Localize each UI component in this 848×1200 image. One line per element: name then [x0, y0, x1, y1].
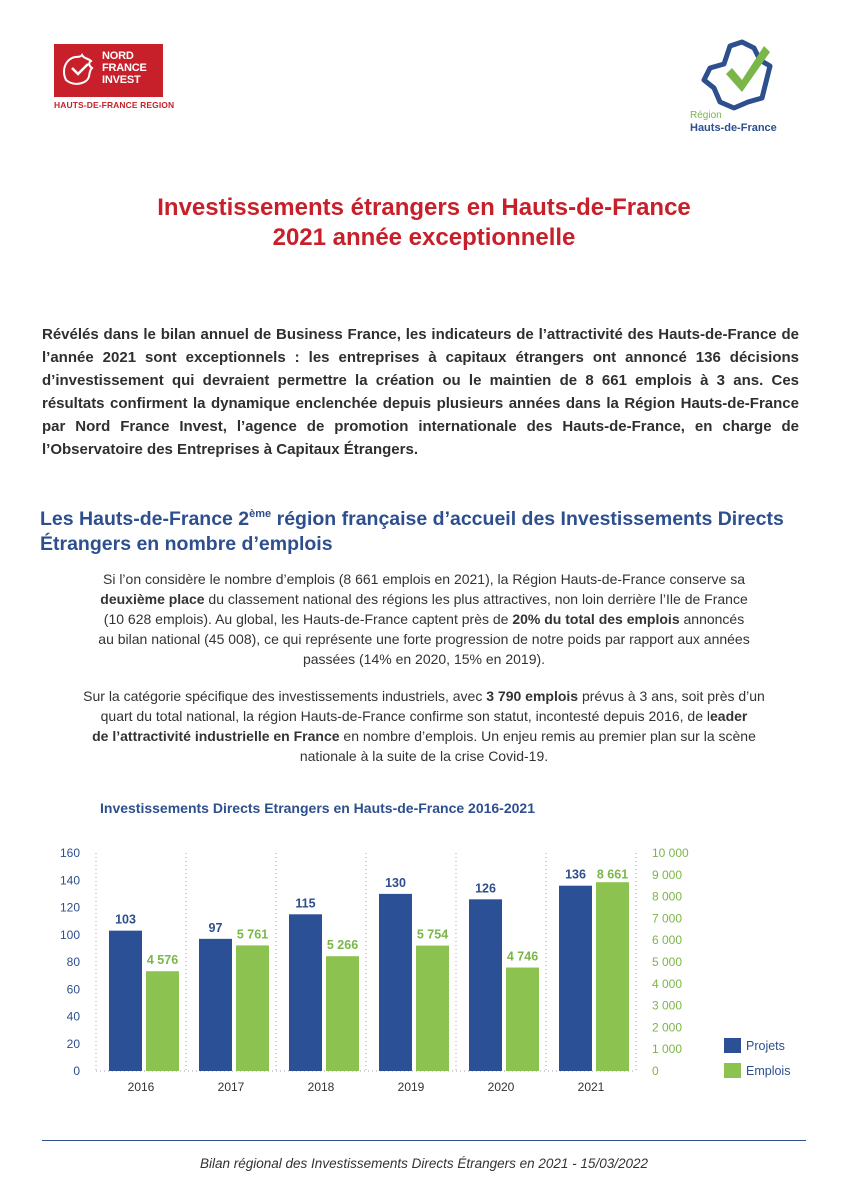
bar-projets	[559, 886, 592, 1071]
data-label-emplois: 5 754	[416, 927, 449, 942]
data-label-projets: 126	[475, 881, 496, 896]
section-heading: Les Hauts-de-France 2ème région française d’accueil des Investissements Directs Étrangers en nombre d’emplois	[40, 508, 784, 555]
data-label-projets: 130	[385, 875, 406, 890]
y-right-tick-label: 2 000	[652, 1020, 683, 1035]
region-logo-text: Région Hauts-de-France	[690, 110, 777, 134]
nfi-logo-text: NORD FRANCE INVEST	[102, 50, 147, 86]
y-right-tick-label: 8 000	[652, 889, 683, 904]
y-left-tick-label: 80	[66, 955, 80, 969]
x-tick-label: 2020	[487, 1080, 515, 1094]
bar-emplois	[146, 971, 179, 1071]
bar-projets	[199, 939, 232, 1071]
x-tick-label: 2018	[307, 1080, 335, 1094]
y-left-tick-label: 120	[59, 900, 80, 915]
bar-projets	[289, 914, 322, 1071]
legend-label-projets: Projets	[746, 1039, 785, 1053]
paragraph-industrial: Sur la catégorie spécifique des investissements industriels, avec 3 790 emplois prévus à 3 ans, soit près d’un quart du total national, la région Hauts-de-France confirme son statut, incontesté depuis 2016, de leader de l’attractivité industrielle en France en nombre d’emplois. Un enjeu remis au premier plan sur la scène nationale à la suite de la crise Covid-19.	[83, 688, 765, 764]
x-tick-label: 2021	[577, 1080, 605, 1094]
nord-france-invest-logo	[54, 44, 163, 97]
y-left-tick-label: 160	[59, 846, 80, 860]
y-left-tick-label: 20	[66, 1036, 80, 1051]
y-left-tick-label: 40	[66, 1009, 80, 1024]
footer-text: Bilan régional des Investissements Directs Étrangers en 2021 - 15/03/2022	[199, 1156, 648, 1171]
x-tick-label: 2016	[127, 1080, 155, 1094]
data-label-emplois: 5 761	[236, 927, 269, 942]
footer-divider	[42, 1140, 806, 1141]
bar-projets	[379, 894, 412, 1071]
y-left-tick-label: 100	[59, 927, 80, 942]
y-left-tick-label: 140	[59, 873, 80, 888]
legend-swatch-emplois	[724, 1063, 741, 1078]
y-right-tick-label: 9 000	[652, 867, 683, 882]
page-title: Investissements étrangers en Hauts-de-France 2021 année exceptionnelle	[157, 194, 691, 251]
y-right-tick-label: 1 000	[652, 1042, 683, 1057]
bar-emplois	[326, 956, 359, 1071]
legend-swatch-projets	[724, 1038, 741, 1053]
y-right-tick-label: 10 000	[652, 846, 689, 860]
data-label-projets: 136	[565, 867, 586, 882]
bar-emplois	[416, 946, 449, 1071]
y-right-tick-label: 4 000	[652, 976, 683, 991]
y-right-tick-label: 6 000	[652, 933, 683, 948]
y-right-tick-label: 5 000	[652, 955, 683, 969]
y-right-tick-label: 7 000	[652, 911, 683, 926]
intro-paragraph: Révélés dans le bilan annuel de Business France, les indicateurs de l’attractivité des Hauts-de-France de l’année 2021 sont exceptionnels : les entreprises à capitaux étrangers ont annoncé 136 décisions d’investissement qui devraient permettre la création ou le maintien de 8 661 emplois à 3 ans. Ces résultats confirment la dynamique enclenchée depuis plusieurs années dans la Région Hauts-de-France par Nord France Invest, l’agence de promotion internationale des Hauts-de-France, en charge de l’Observatoire des Entreprises à Capitaux Étrangers.	[42, 326, 799, 458]
data-label-emplois: 4 746	[506, 949, 539, 964]
nfi-logo-subtitle: HAUTS-DE-FRANCE REGION	[54, 100, 175, 110]
data-label-emplois: 5 266	[326, 938, 359, 953]
bar-projets	[109, 931, 142, 1071]
y-left-tick-label: 0	[73, 1064, 80, 1078]
data-label-projets: 103	[115, 912, 136, 927]
data-label-emplois: 4 576	[146, 953, 179, 968]
x-tick-label: 2019	[397, 1080, 425, 1094]
y-right-tick-label: 3 000	[652, 998, 683, 1013]
chart-title: Investissements Directs Etrangers en Hauts-de-France 2016-2021	[100, 800, 535, 816]
x-tick-label: 2017	[217, 1080, 245, 1094]
bar-projets	[469, 899, 502, 1071]
rooster-icon	[58, 50, 100, 90]
bar-emplois	[506, 968, 539, 1071]
data-label-projets: 97	[208, 920, 223, 935]
y-left-tick-label: 60	[66, 982, 80, 997]
bar-chart	[40, 836, 820, 1106]
bar-emplois	[236, 945, 269, 1071]
bar-emplois	[596, 882, 629, 1071]
data-label-projets: 115	[295, 896, 316, 911]
data-label-emplois: 8 661	[596, 867, 629, 882]
y-right-tick-label: 0	[652, 1064, 659, 1078]
legend-label-emplois: Emplois	[746, 1064, 791, 1078]
paragraph-employment-rank: Si l’on considère le nombre d’emplois (8 661 emplois en 2021), la Région Hauts-de-France conserve sa deuxième place du classement national des régions les plus attractives, non loin derrière l’Ile de France (10 628 emplois). Au global, les Hauts-de-France captent près de 20% du total des emplois annoncés au bilan national (45 008), ce qui représente une forte progression de notre poids par rapport aux années passées (14% en 2020, 15% en 2019).	[98, 571, 750, 667]
